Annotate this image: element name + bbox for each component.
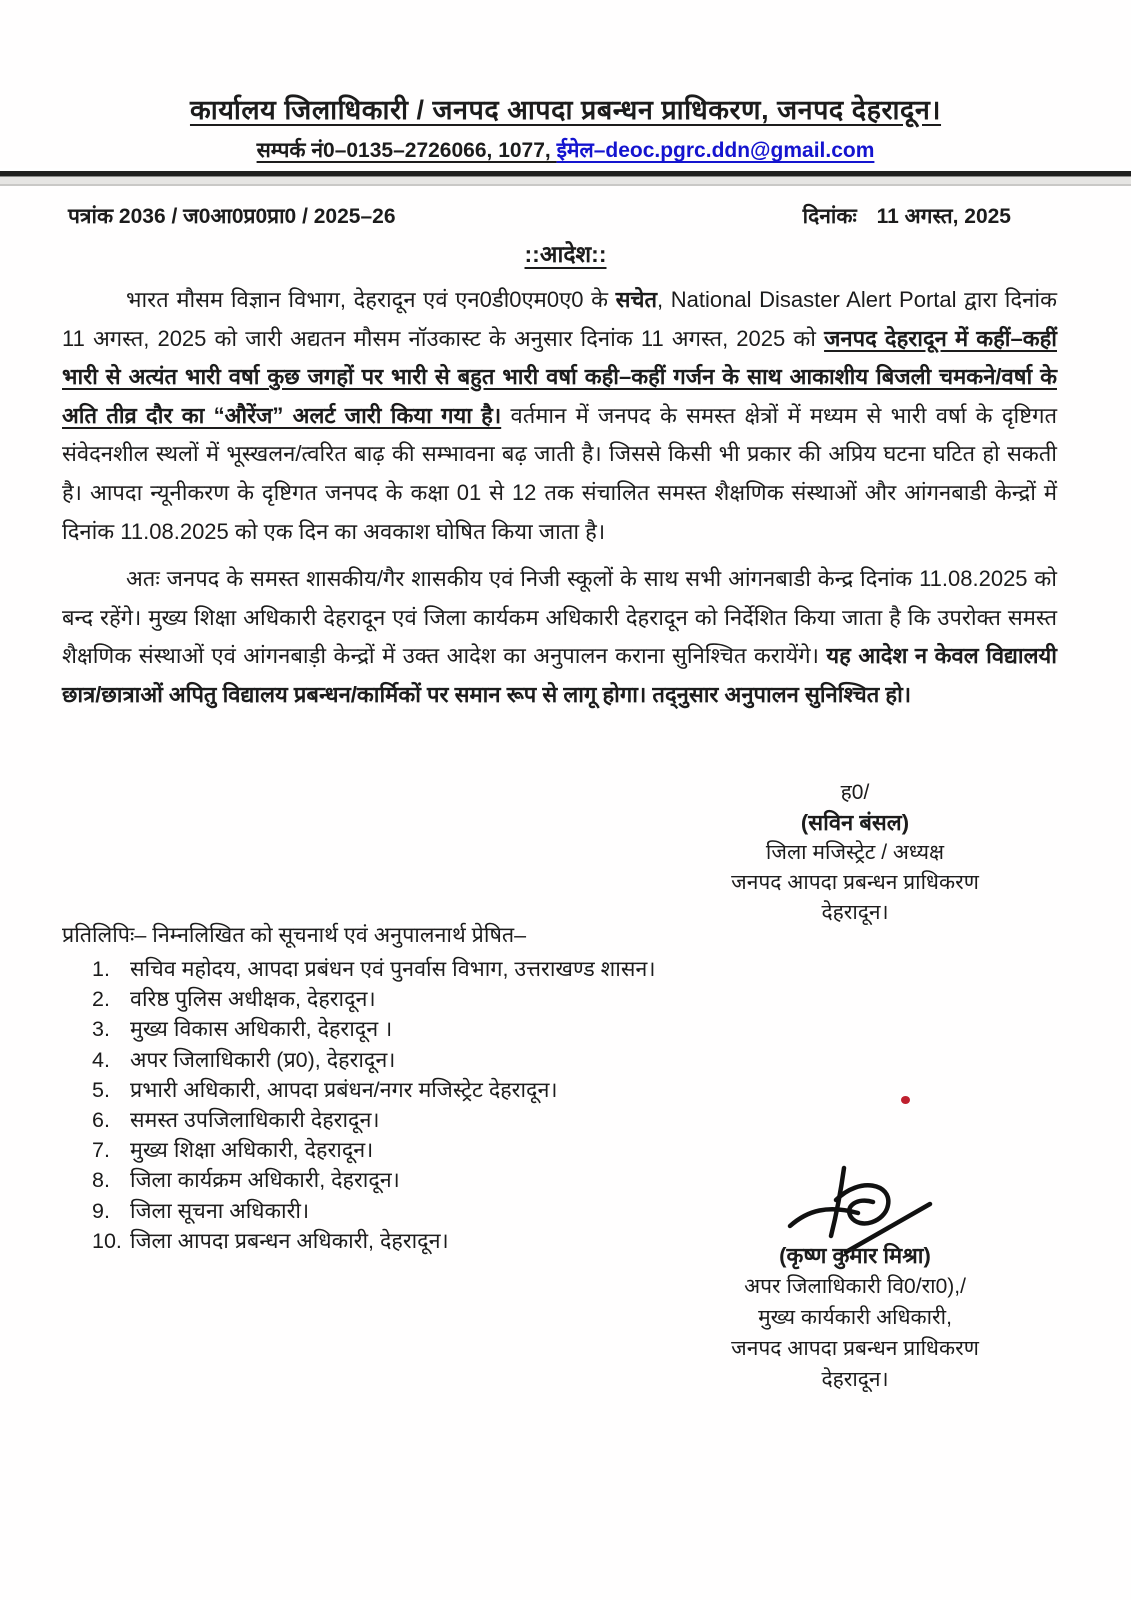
date-value: 11 अगस्त, 2025 — [876, 205, 1011, 228]
copy-item-text: अपर जिलाधिकारी (प्र0), देहरादून। — [130, 1047, 396, 1072]
date-label: दिनांकः — [802, 205, 857, 228]
copy-item-text: वरिष्ठ पुलिस अधीक्षक, देहरादून। — [130, 987, 376, 1012]
signature-block-adm — [645, 1240, 1065, 1395]
contact-email-link[interactable]: ईमेल–deoc.pgrc.ddn@gmail.com — [556, 139, 875, 162]
copies-intro: प्रतिलिपिः– निम्नलिखित को सूचनार्थ एवं अनुपालनार्थ प्रेषित– — [62, 923, 527, 947]
para2-normal-1: अतः जनपद के समस्त शासकीय/गैर शासकीय एवं निजी स्कूलों के साथ सभी आंगनबाडी केन्द्र दिनांक 11.08.2025 को बन्द रहेंगे। मुख्य शिक्षा अधिकारी देहरादून एवं जिला कार्यकम अधिकारी देहरादून को निर्देशित किया जाता है कि उपरोक्त समस्त शैक्षणिक संस्थाओं एवं आंगनबाड़ी केन्द्रों में उक्त आदेश का अनुपालन कराना सुनिश्चित करायेंगे। — [62, 566, 1057, 669]
copy-item-text: समस्त उपजिलाधिकारी देहरादून। — [130, 1108, 380, 1133]
para1-normal-2: , National Disaster Alert Portal द्वारा दिनांक 11 अगस्त, 2025 को जारी अद्यतन मौसम नॉउकास्ट के अनुसार दिनांक 11 अगस्त, 2025 को — [62, 287, 1057, 351]
copy-item-text: मुख्य शिक्षा अधिकारी, देहरादून। — [130, 1138, 374, 1163]
copy-item-text: सचिव महोदय, आपदा प्रबंधन एवं पुनर्वास विभाग, उत्तराखण्ड शासन। — [130, 957, 656, 981]
letterhead-title: कार्यालय जिलाधिकारी / जनपद आपदा प्रबन्धन प्राधिकरण, जनपद देहरादून। — [189, 95, 942, 125]
adm-name: (कृष्ण कुमार मिश्रा) — [779, 1243, 931, 1268]
header-divider-rule — [0, 168, 1131, 186]
signed-abbrev: ह0/ — [840, 781, 870, 804]
copy-item — [92, 1135, 732, 1165]
letter-number: पत्रांक 2036 / ज0आ0प्र0प्रा0 / 2025–26 — [68, 205, 396, 228]
copy-item-text: जिला कार्यक्रम अधिकारी, देहरादून। — [130, 1168, 400, 1193]
paragraph-closure-order — [62, 560, 1057, 714]
para1-orange-alert-bold: जनपद देहरादून में कहीं–कहीं भारी से अत्यंत भारी वर्षा कुछ जगहों पर भारी से बहुत भारी वर्षा कही–कहीं गर्जन के साथ आकाशीय बिजली चमकने/वर्षा के अति तीव्र दौर का “औरेंज” अलर्ट जारी किया गया है। — [62, 325, 1057, 428]
copy-item — [92, 1165, 732, 1195]
dm-title-2: जनपद आपदा प्रबन्धन प्राधिकरण — [731, 871, 979, 894]
dm-title-1: जिला मजिस्ट्रेट / अध्यक्ष — [765, 841, 945, 864]
para1-bold-sachet: सचेत — [615, 287, 658, 312]
copy-item-number: 1. — [92, 957, 110, 981]
copy-item — [92, 1226, 732, 1256]
para2-bold-directive: यह आदेश न केवल विद्यालयी छात्र/छात्राओं अपितु विद्यालय प्रबन्धन/कार्मिकों पर समान रूप से लागू होगा। तद्नुसार अनुपालन सुनिश्चित हो। — [62, 643, 1057, 707]
copies-list — [92, 954, 732, 1256]
copy-item — [92, 1196, 732, 1226]
adm-title-2: मुख्य कार्यकारी अधिकारी, — [758, 1306, 952, 1329]
copy-item-number: 2. — [92, 987, 110, 1012]
signature-block-dm — [660, 778, 1050, 928]
adm-title-4: देहरादून। — [821, 1368, 889, 1391]
adm-title-3: जनपद आपदा प्रबन्धन प्राधिकरण — [731, 1337, 979, 1360]
copy-item-number: 10. — [92, 1228, 122, 1253]
copy-item-number: 3. — [92, 1017, 110, 1042]
para1-normal-3: वर्तमान में जनपद के समस्त क्षेत्रों में मध्यम से भारी वर्षा के दृष्टिगत संवेदनशील स्थलों में भूस्खलन/त्वरित बाढ़ की सम्भावना बढ़ जाती है। जिससे किसी भी प्रकार की अप्रिय घटना घटित हो सकती है। आपदा न्यूनीकरण के दृष्टिगत जनपद के कक्षा 01 से 12 तक संचालित समस्त शैक्षणिक संस्थाओं और आंगनबाडी केन्द्रों में दिनांक 11.08.2025 को एक दिन का अवकाश घोषित किया जाता है। — [62, 402, 1057, 544]
copy-item — [92, 1014, 732, 1044]
copy-item — [92, 984, 732, 1014]
copy-item-text: जिला सूचना अधिकारी। — [130, 1198, 310, 1223]
copy-item-text: प्रभारी अधिकारी, आपदा प्रबंधन/नगर मजिस्ट्रेट देहरादून। — [130, 1077, 558, 1102]
copy-item-number: 7. — [92, 1138, 110, 1163]
adm-title-1: अपर जिलाधिकारी वि0/रा0),/ — [744, 1275, 966, 1298]
reference-row — [68, 202, 1011, 230]
contact-phone-text: सम्पर्क नं0–0135–2726066, 1077, — [256, 139, 557, 162]
copy-item-number: 5. — [92, 1077, 110, 1102]
copy-item-number: 8. — [92, 1168, 110, 1193]
paragraph-weather-alert — [62, 281, 1057, 551]
copy-item-number: 9. — [92, 1198, 110, 1223]
copy-item-number: 4. — [92, 1047, 110, 1072]
letterhead-contact-line — [0, 136, 1131, 164]
order-heading: ::आदेश:: — [524, 241, 607, 267]
copy-item-text: मुख्य विकास अधिकारी, देहरादून । — [130, 1017, 393, 1042]
dm-title-3: देहरादून। — [821, 901, 889, 924]
red-ink-dot — [901, 1096, 910, 1104]
copy-item — [92, 1105, 732, 1135]
copy-item — [92, 1075, 732, 1105]
copy-item — [92, 1045, 732, 1075]
copy-item-text: जिला आपदा प्रबन्धन अधिकारी, देहरादून। — [130, 1228, 449, 1253]
letter-date — [789, 202, 1011, 230]
copy-item-number: 6. — [92, 1108, 110, 1133]
para1-normal-1: भारत मौसम विज्ञान विभाग, देहरादून एवं एन0डी0एम0ए0 के — [126, 287, 616, 312]
copy-item — [92, 954, 732, 984]
dm-name: (सविन बंसल) — [800, 810, 910, 835]
